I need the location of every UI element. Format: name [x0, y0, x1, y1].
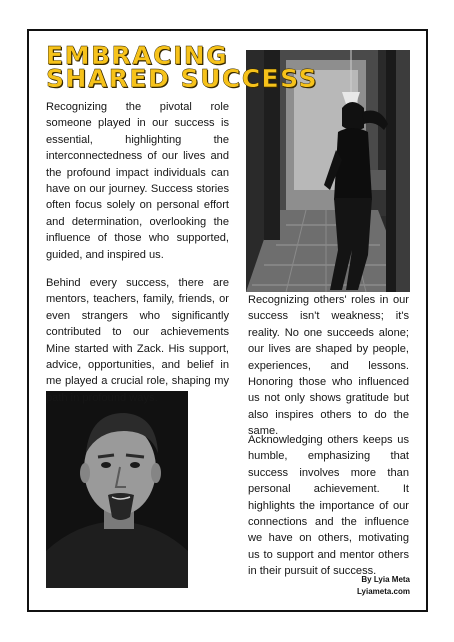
paragraph-acknowledging: Acknowledging others keeps us humble, emphasizing that success involves more than personal achievement. It highlights the importance of our connections and the influence we have on others, motivating us to support and mentor others in their pursuit of success. — [248, 434, 409, 578]
paragraph-recognizing: Recognizing others' roles in our success isn't weakness; it's reality. No one succeeds alone; our lives are shaped by people, experiences, and lessons. Honoring those who influenced us not only shows gratitude but also inspires others to do the same. — [248, 294, 409, 438]
title-line-2: SHARED SUCCESS — [46, 64, 319, 93]
author-website: Lyiameta.com — [356, 587, 410, 596]
paragraph-intro: Recognizing the pivotal role someone played in our success is essential, highlighting the interconnectedness of our lives and the profound impact individuals can have on our journey. Success stories often focus solely on personal effort and determination, overlooking the influence of those who supported, guided, and inspired us. — [46, 101, 229, 261]
title-line-1: EMBRACING — [46, 41, 229, 70]
article-title — [46, 41, 406, 93]
portrait-of-man-photo — [46, 391, 188, 588]
paragraph-mentors: Behind every success, there are mentors, teachers, family, friends, or even strangers who significantly contributed to our achievements Mine started with Zack. His support, advice, opportunities, and belief in me played a crucial role, shaping my path in profound ways. — [46, 277, 229, 404]
author-name: By Lyia Meta — [361, 575, 410, 584]
